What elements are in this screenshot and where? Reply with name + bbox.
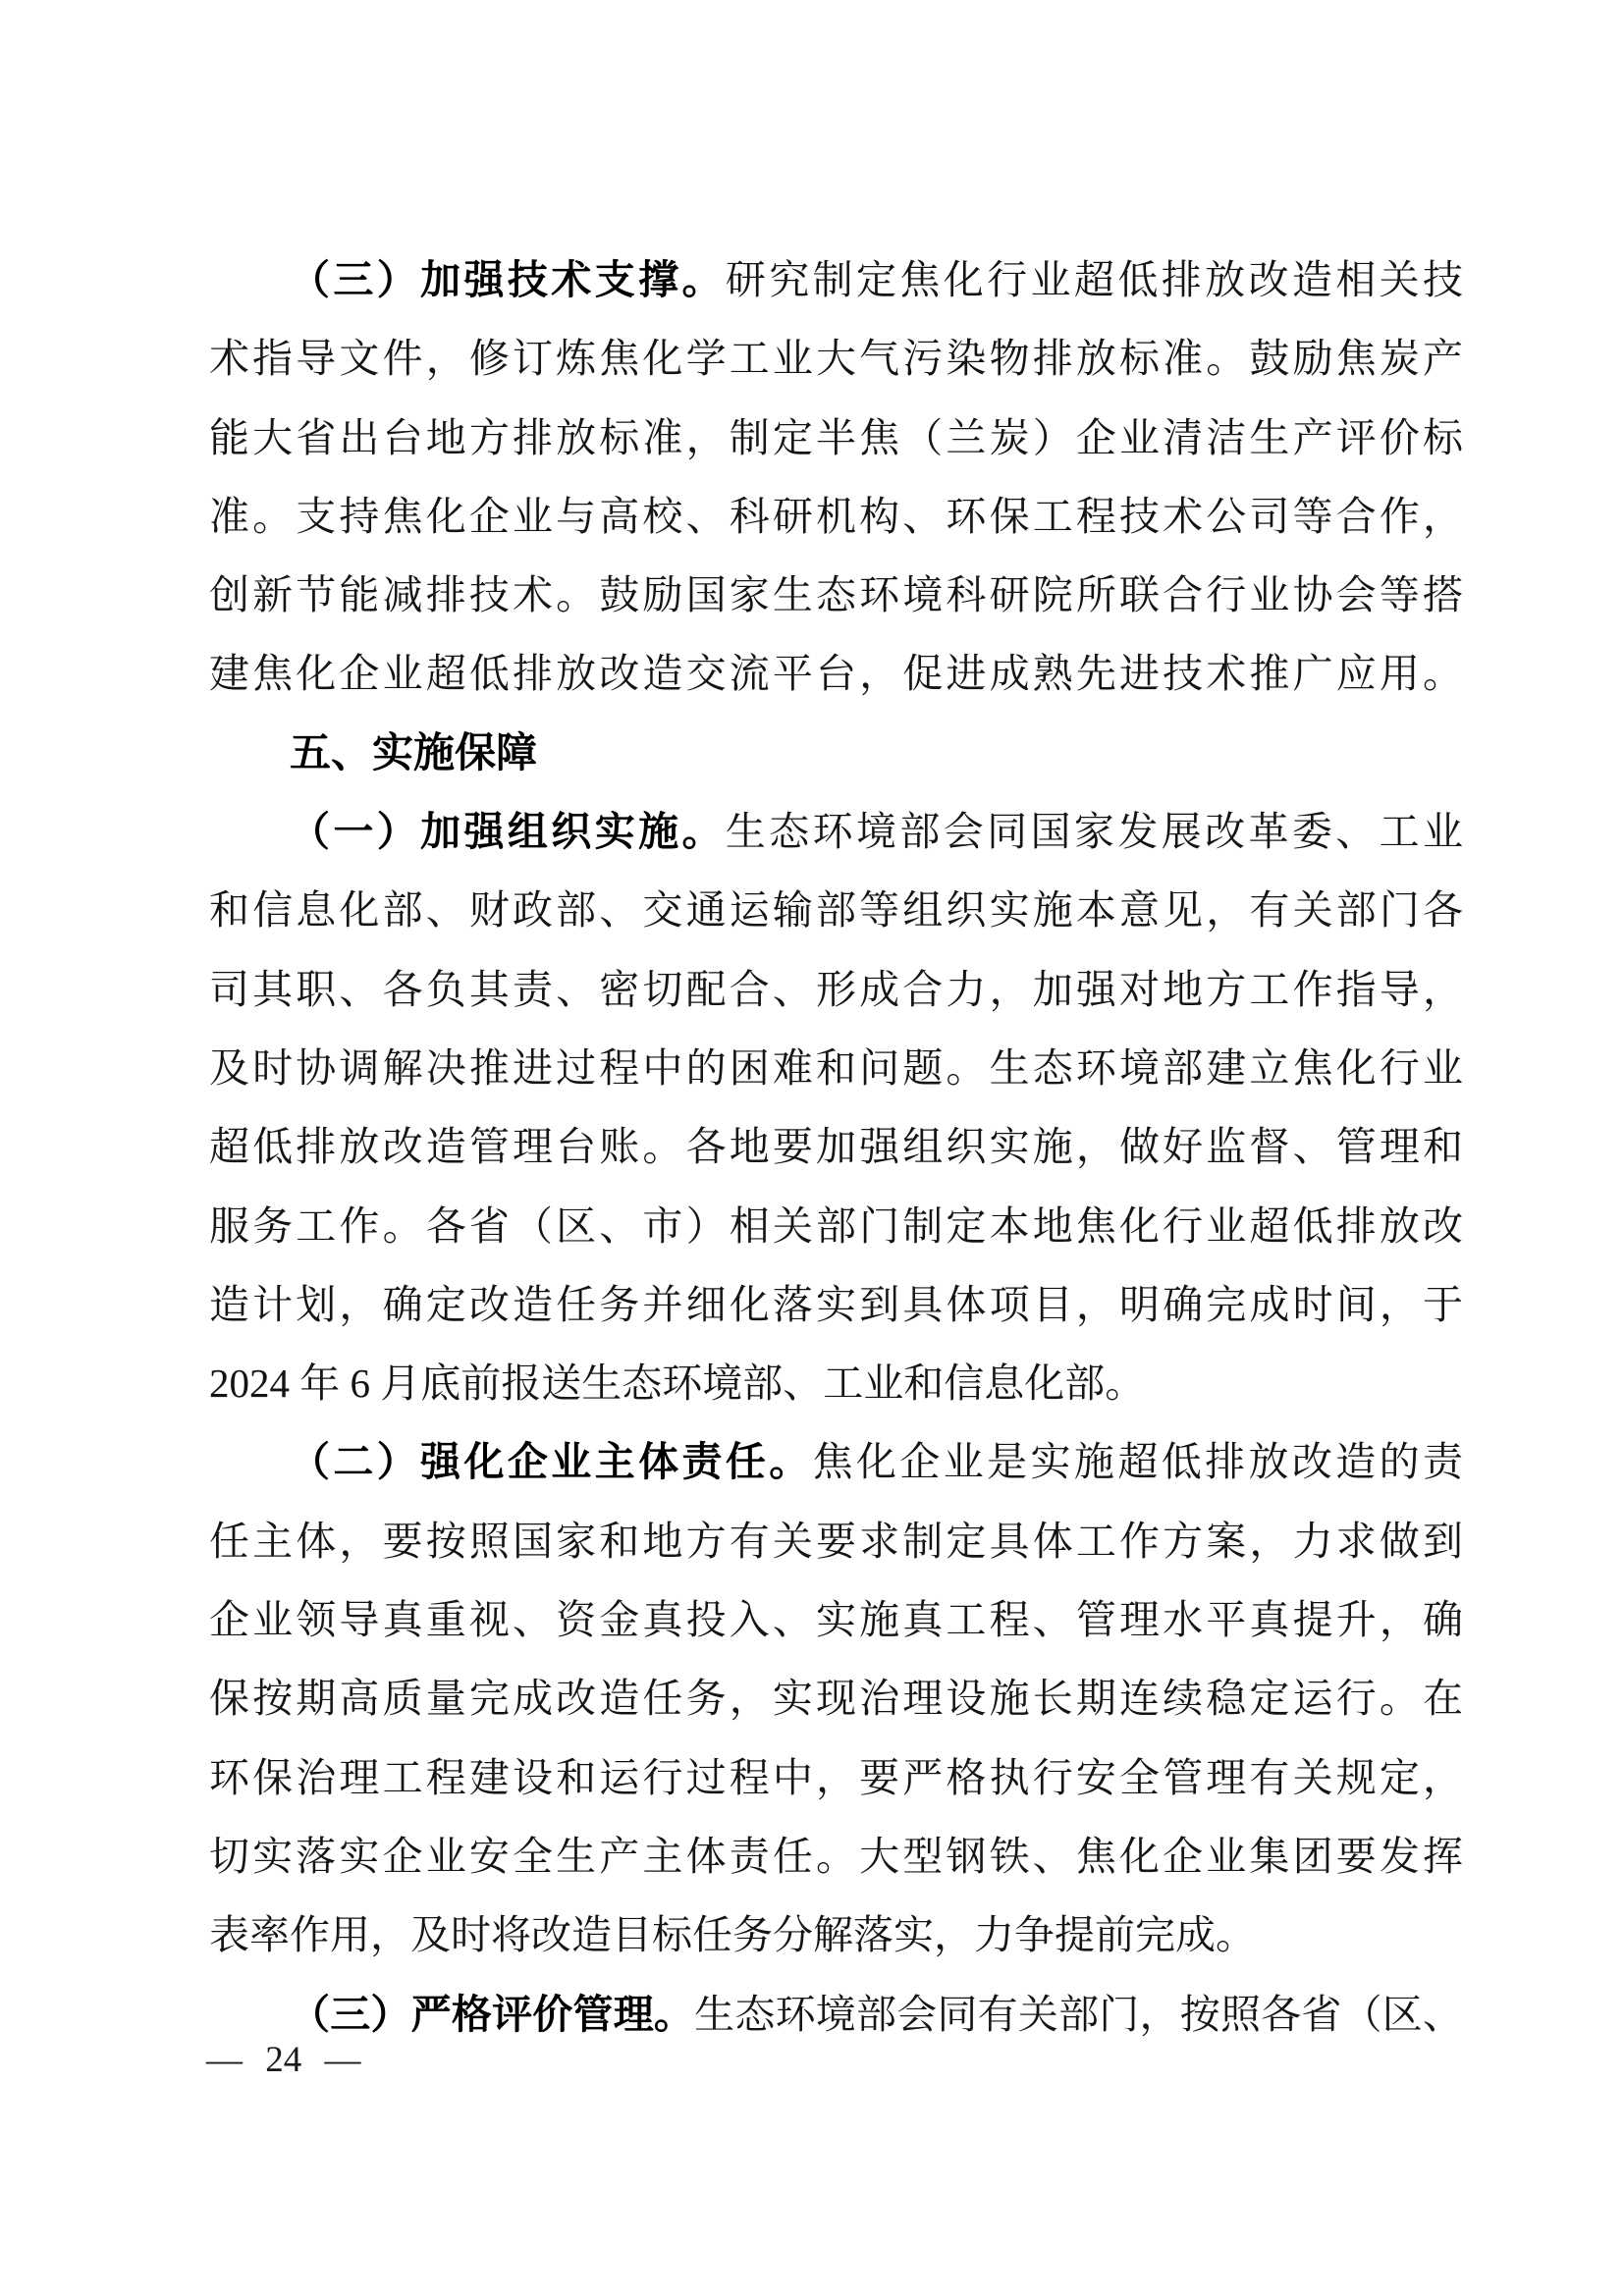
document-body: [209, 240, 1463, 2054]
text-line: 2024 年 6 月底前报送生态环境部、工业和信息化部。: [209, 1361, 1146, 1407]
text-line: 切实落实企业安全生产主体责任。大型钢铁、焦化企业集团要发挥: [209, 1833, 1463, 1879]
paragraph-lead: （一）加强组织实施。: [290, 809, 726, 855]
page-number: — 24 —: [206, 2040, 361, 2080]
paragraph-lead: （三）加强技术支撑。: [290, 257, 726, 302]
text-line: 能大省出台地方排放标准，制定半焦（兰炭）企业清洁生产评价标: [209, 414, 1463, 460]
text-line: 准。支持焦化企业与高校、科研机构、环保工程技术公司等合作，: [209, 493, 1463, 539]
text-line: 表率作用，及时将改造目标任务分解落实，力争提前完成。: [209, 1912, 1256, 1958]
text-line: （三）加强技术支撑。研究制定焦化行业超低排放改造相关技: [290, 257, 1464, 302]
paragraph-lead: （二）强化企业主体责任。: [290, 1439, 813, 1485]
text-line: 造计划，确定改造任务并细化落实到具体项目，明确完成时间，于: [209, 1281, 1463, 1327]
text-line: 及时协调解决推进过程中的困难和问题。生态环境部建立焦化行业: [209, 1044, 1463, 1091]
section-heading: [209, 714, 1463, 792]
heading-text: 五、实施保障: [290, 728, 538, 775]
text-line: 企业领导真重视、资金真投入、实施真工程、管理水平真提升，确: [209, 1597, 1463, 1643]
text-line: 建焦化企业超低排放改造交流平台，促进成熟先进技术推广应用。: [209, 651, 1463, 697]
text-line: 术指导文件，修订炼焦化学工业大气污染物排放标准。鼓励焦炭产: [209, 336, 1463, 382]
text-line: 创新节能减排技术。鼓励国家生态环境科研院所联合行业协会等搭: [209, 572, 1463, 618]
paragraph-lead: （三）严格评价管理。: [290, 1991, 695, 2037]
text-line: 和信息化部、财政部、交通运输部等组织实施本意见，有关部门各: [209, 887, 1463, 934]
text-line: （三）严格评价管理。生态环境部会同有关部门，按照各省（区、: [290, 1991, 1464, 2037]
text-line: （一）加强组织实施。生态环境部会同国家发展改革委、工业: [290, 809, 1464, 855]
text-line: 环保治理工程建设和运行过程中，要严格执行安全管理有关规定，: [209, 1754, 1463, 1800]
text-line: 保按期高质量完成改造任务，实现治理设施长期连续稳定运行。在: [209, 1676, 1463, 1722]
text-line: 司其职、各负其责、密切配合、形成合力，加强对地方工作指导，: [209, 966, 1463, 1012]
text-line: （二）强化企业主体责任。焦化企业是实施超低排放改造的责: [290, 1439, 1464, 1485]
text-line: 服务工作。各省（区、市）相关部门制定本地焦化行业超低排放改: [209, 1202, 1463, 1249]
text-line: 任主体，要按照国家和地方有关要求制定具体工作方案，力求做到: [209, 1518, 1463, 1564]
text-line: 超低排放改造管理台账。各地要加强组织实施，做好监督、管理和: [209, 1124, 1463, 1170]
